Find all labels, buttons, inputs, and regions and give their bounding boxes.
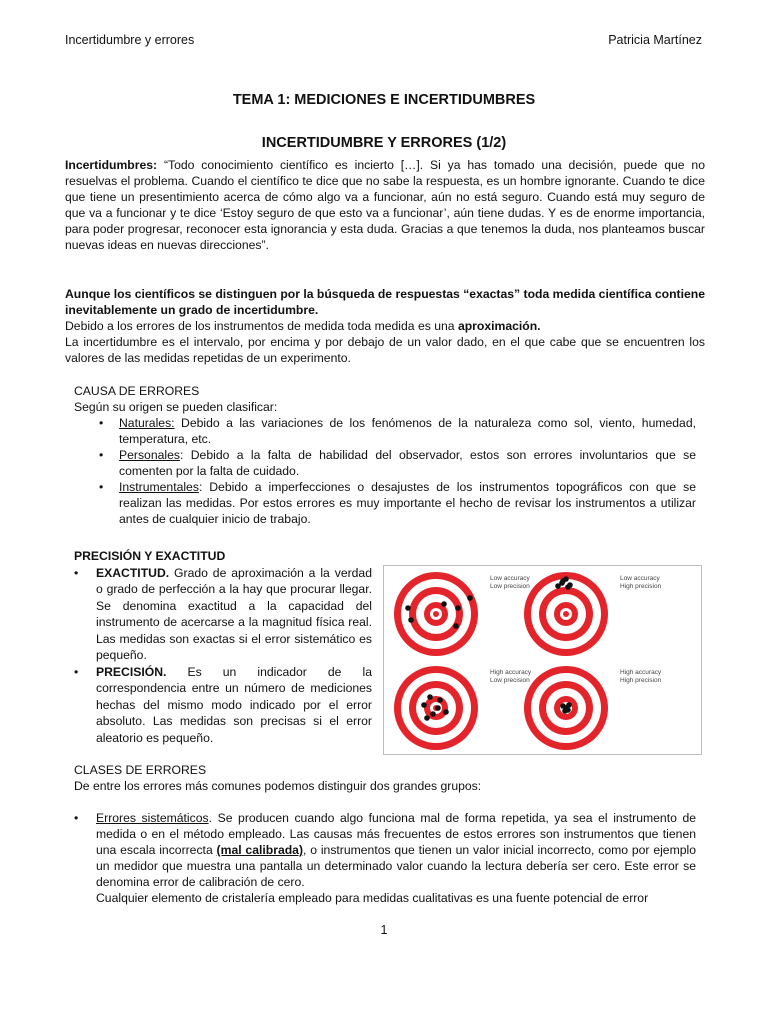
target-4	[524, 666, 662, 750]
intro-paragraph	[65, 157, 705, 253]
error-classes-list	[74, 810, 696, 906]
target-label-precision: Low precision	[490, 677, 530, 684]
approximation-line: Debido a los errores de los instrumentos de medida toda medida es una aproximación.	[65, 319, 541, 333]
shot-dot	[441, 601, 447, 607]
page-number: 1	[380, 923, 388, 937]
shot-dot	[405, 605, 411, 611]
uncertainty-bold-line: Aunque los científicos se distinguen por la búsqueda de respuestas “exactas” toda medida científica contiene inevitablemente un grado de incertidumbre.	[65, 287, 706, 317]
shot-dot	[455, 605, 461, 611]
bullet-icon: •	[99, 448, 104, 462]
bullet-icon: •	[74, 565, 79, 580]
list-item: • EXACTITUD. Grado de aproximación a la verdad o grado de perfección a la hay que procurar llegar. Se denomina exactitud a la capacidad del instrumento de acercarse a la magnitud física real. Las medidas son exactas si el error sistemático es pequeño.	[74, 565, 372, 662]
running-header-author: Patricia Martínez	[608, 33, 702, 47]
causes-list	[74, 415, 696, 527]
bullet-icon: •	[99, 480, 104, 494]
target-ring	[563, 611, 569, 617]
target-1	[394, 572, 530, 656]
shot-dot	[427, 694, 433, 700]
shot-dot	[408, 617, 414, 623]
causes-section	[74, 383, 696, 527]
main-title: TEMA 1: MEDICIONES E INCERTIDUMBRES	[232, 92, 536, 108]
intro-lead: Incertidumbres:	[65, 158, 158, 172]
shot-dot	[467, 595, 473, 601]
target-label-accuracy: High accuracy	[490, 669, 532, 676]
subtitle: INCERTIDUMBRE Y ERRORES (1/2)	[261, 135, 507, 151]
list-item: • Naturales: Debido a las variaciones de los fenómenos de la naturaleza como sol, viento, humedad, temperatura, etc.	[99, 416, 696, 446]
target-label-precision: High precision	[620, 583, 662, 590]
target-label-accuracy: Low accuracy	[490, 575, 530, 582]
accuracy-precision-figure	[383, 565, 702, 755]
shot-dot	[421, 702, 427, 708]
shot-dot	[435, 705, 441, 711]
causes-intro: Según su origen se pueden clasificar:	[74, 400, 278, 414]
bullet-icon: •	[74, 664, 79, 679]
shot-dot	[563, 705, 569, 711]
shot-dot	[424, 715, 430, 721]
precision-list	[74, 565, 372, 747]
shot-dot	[560, 578, 566, 584]
shot-dot	[430, 711, 436, 717]
causes-heading: CAUSA DE ERRORES	[74, 384, 200, 398]
target-3	[394, 666, 532, 750]
target-ring	[433, 611, 439, 617]
running-header-title: Incertidumbre y errores	[65, 33, 195, 47]
target-label-accuracy: Low accuracy	[620, 575, 660, 582]
shot-dot	[555, 583, 561, 589]
bullet-icon: •	[74, 811, 79, 825]
shot-dot	[443, 709, 449, 715]
targets-illustration	[384, 566, 701, 754]
intro-quote: “Todo conocimiento científico es incierto […]. Si ya has tomado una decisión, puede que no resuelvas el problema. Cuando el científico te dice que no sabe la respuesta, es un hombre ignorante. Cuando te dice que tiene un presentimiento acerca de cómo algo va a funcionar, aún no está seguro. Cuando está muy seguro de que va a funcionar y te dice ‘Estoy seguro de que esto va a funcionar’, aún tiene dudas. Y es de enorme importancia, para poder progresar, reconocer esta ignorancia y esta duda. Gracias a que tenemos la duda, nos planteamos buscar nuevas ideas en nuevas direcciones”.	[65, 158, 705, 252]
bullet-icon: •	[99, 416, 104, 430]
target-label-precision: High precision	[620, 677, 662, 684]
interval-line: La incertidumbre es el intervalo, por encima y por debajo de un valor dado, en el que cabe que se encuentren los valores de las medidas repetidas de un experimento.	[65, 335, 705, 365]
error-classes-heading: CLASES DE ERRORES	[74, 763, 207, 777]
uncertainty-paragraph	[65, 286, 705, 366]
list-item: • Personales: Debido a la falta de habilidad del observador, estos son errores involuntarios que se comenten por la falta de cuidado.	[99, 448, 696, 478]
target-2	[524, 572, 662, 656]
shot-dot	[437, 697, 443, 703]
target-label-accuracy: High accuracy	[620, 669, 662, 676]
target-label-precision: Low precision	[490, 583, 530, 590]
error-classes-section	[74, 762, 696, 906]
list-item: • Instrumentales: Debido a imperfecciones o desajustes de los instrumentos topográficos con que se realizan las medidas. Por estos errores es muy importante el hecho de revisar los instrumentos a utilizar antes de cualquier inicio de trabajo.	[99, 480, 696, 526]
precision-heading: PRECISIÓN Y EXACTITUD	[74, 549, 226, 563]
list-item: • PRECISIÓN. Es un indicador de la correspondencia entre un número de mediciones hechas del mismo modo indicado por el error absoluto. Las medidas son precisas si el error aleatorio es pequeño.	[74, 664, 372, 745]
shot-dot	[453, 623, 459, 629]
shot-dot	[565, 584, 571, 590]
error-classes-intro: De entre los errores más comunes podemos distinguir dos grandes grupos:	[74, 779, 482, 793]
list-item: • Errores sistemáticos. Se producen cuando algo funciona mal de forma repetida, ya sea el instrumento de medida o en el método empleado. Las causas más frecuentes de estos errores son instrumentos que tienen una escala incorrecta (mal calibrada), o instrumentos que tienen un valor inicial incorrecto, como por ejemplo un medidor que muestra una pantalla un determinado valor cuando la lectura debería ser cero. Este error se denomina error de calibración de cero. Cualquier elemento de cristalería empleado para medidas cualitativas es una fuente potencial de error	[74, 811, 697, 905]
precision-section	[74, 548, 372, 746]
